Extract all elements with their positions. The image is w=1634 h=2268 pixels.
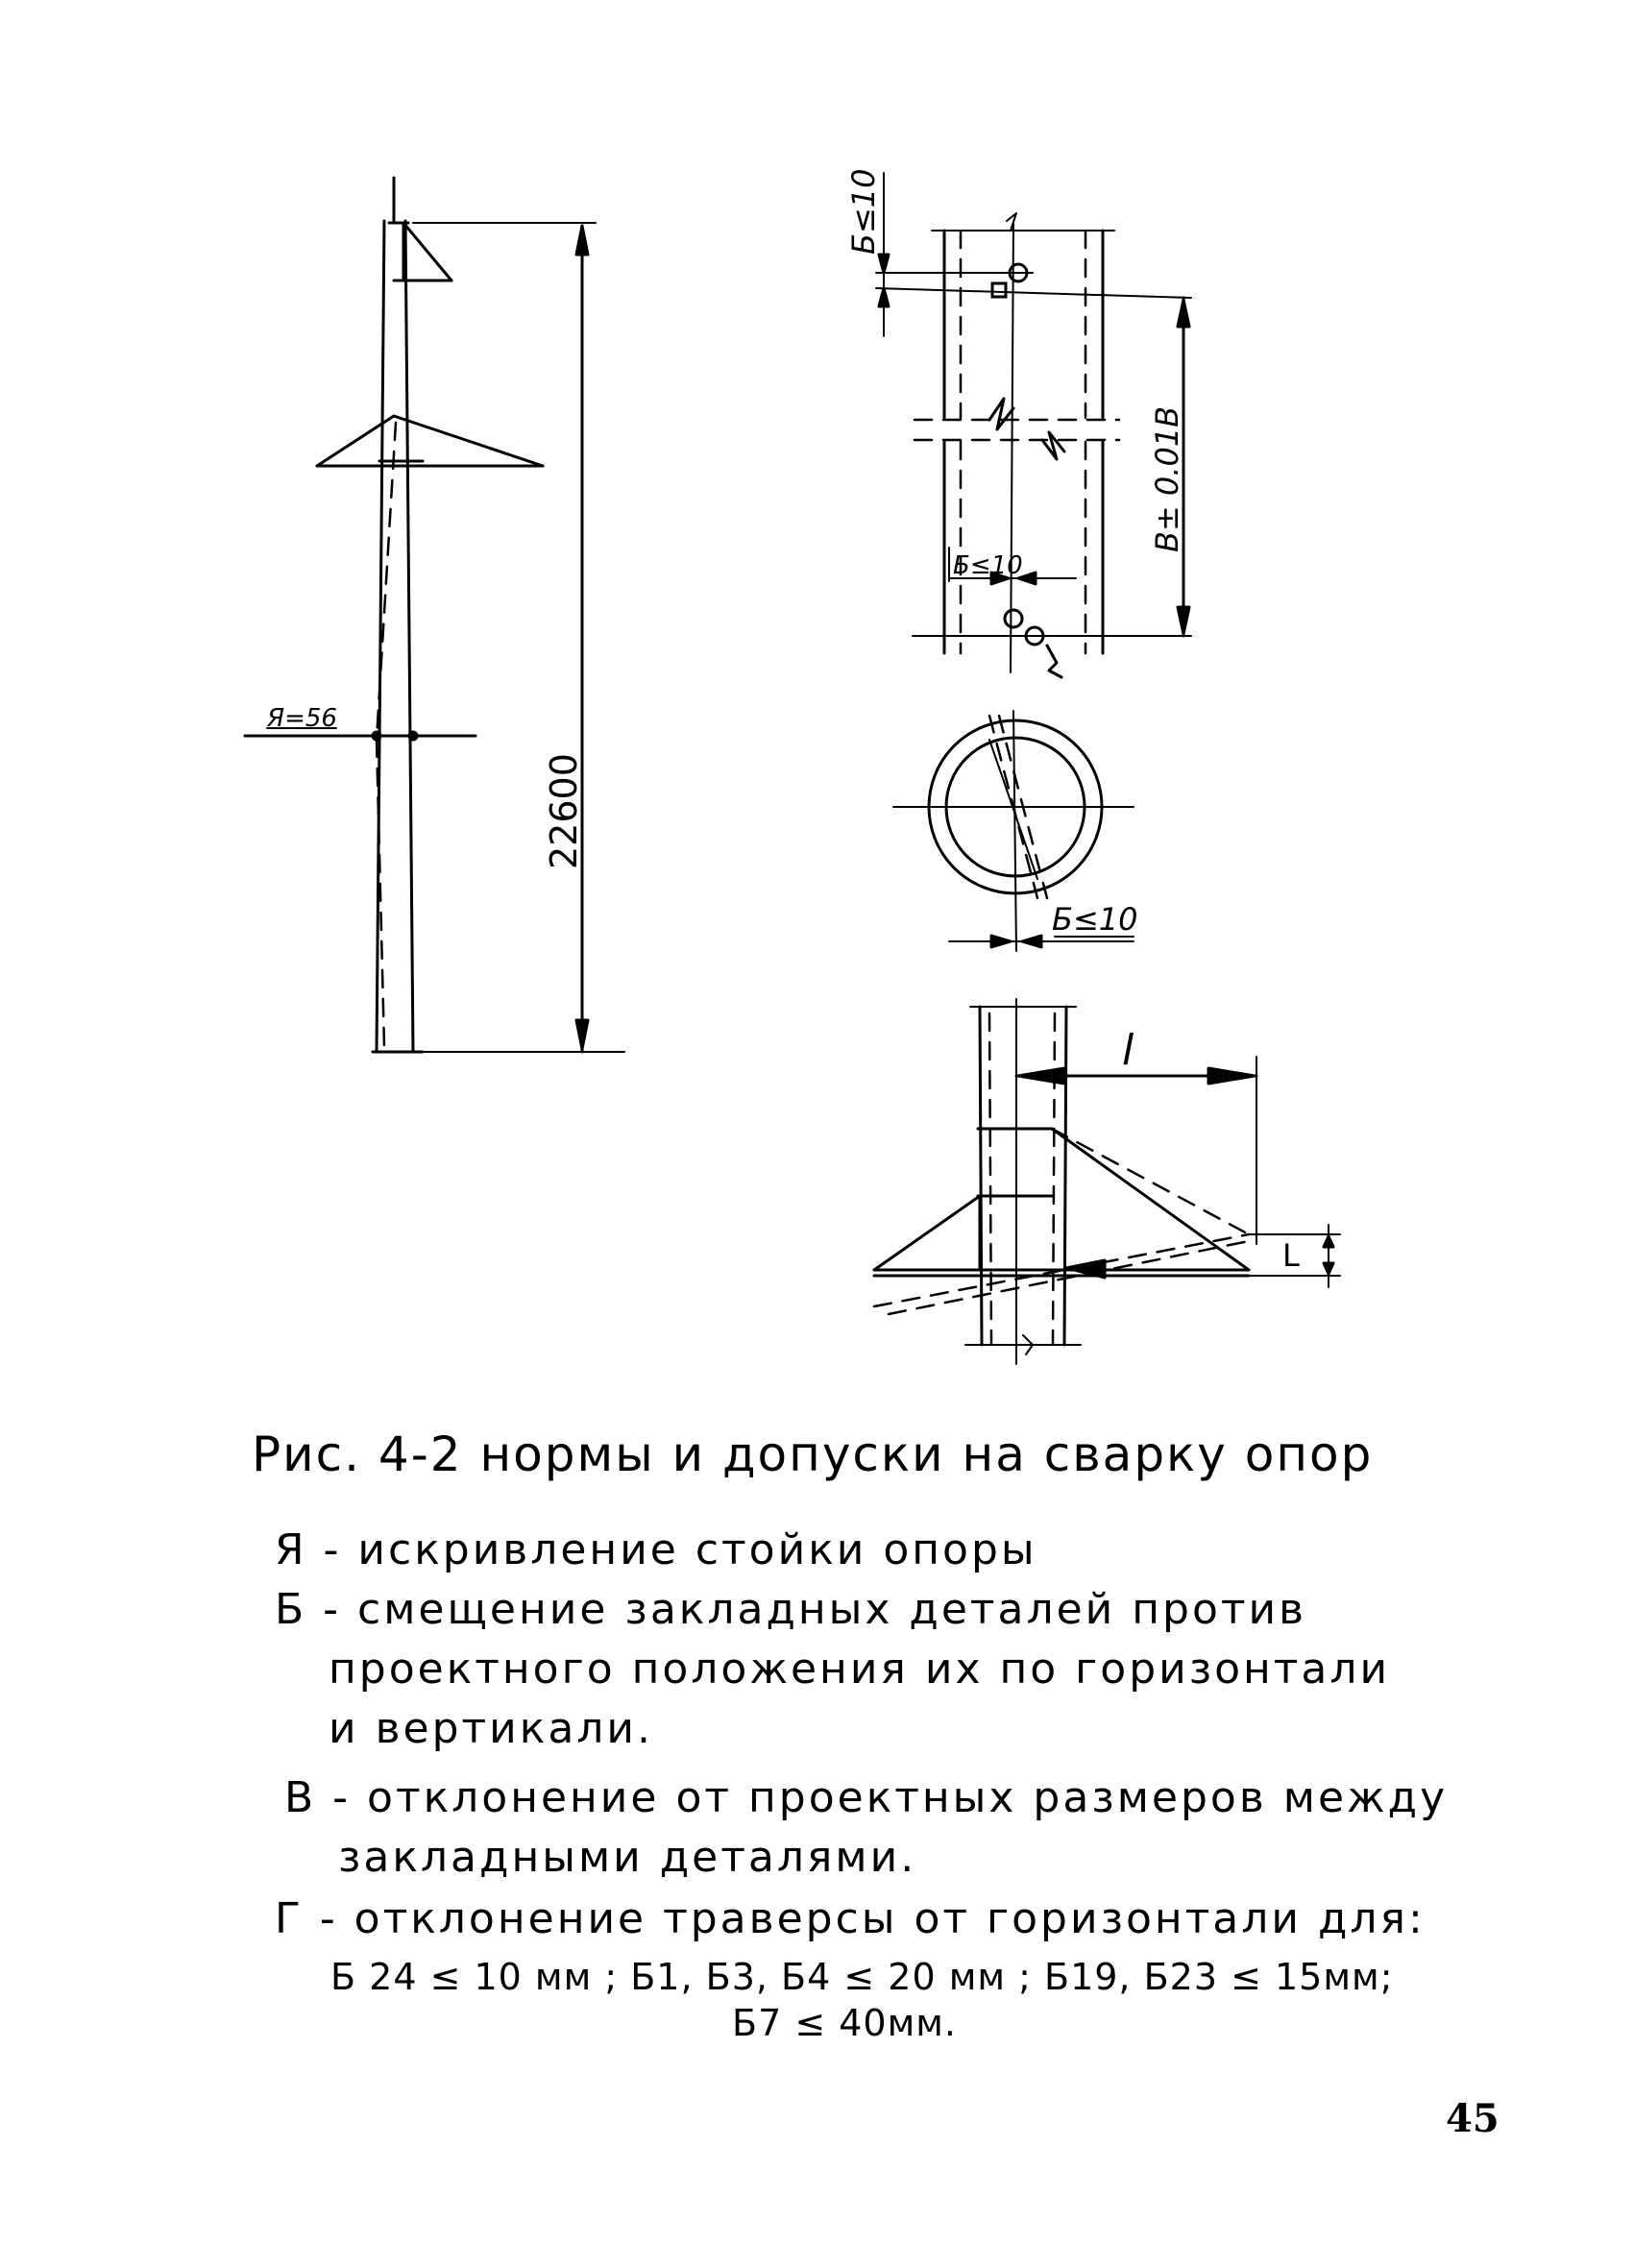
embedded-parts-detail: [845, 169, 1191, 677]
offset-mid-label: Б≤10: [953, 551, 1023, 580]
figure-title: Рис. 4-2 нормы и допуски на сварку опор: [252, 1427, 1374, 1482]
legend-b-line3: и вертикали.: [329, 1704, 653, 1753]
page-number: 45: [1446, 2096, 1500, 2141]
legend-v-line2: закладными деталями.: [338, 1833, 917, 1882]
pole-elevation: [245, 178, 624, 1052]
crossarm-solid: [874, 1196, 980, 1270]
top-crossarm: [403, 223, 451, 280]
length-label: l: [1122, 1026, 1134, 1075]
height-label: 22600: [543, 753, 585, 869]
legend-g-line1: Г - отклонение траверсы от горизонтали для:: [275, 1894, 1426, 1943]
legend-g-line2: Б 24 ≤ 10 мм ; Б1, Б3, Б4 ≤ 20 мм ; Б19, Б23 ≤ 15мм;: [330, 1956, 1394, 1998]
legend-b-line1: Б - смещение закладных деталей против: [275, 1585, 1307, 1634]
curvature-label: Я=56: [267, 704, 337, 733]
legend-g-line3: Б7 ≤ 40мм.: [732, 2002, 958, 2044]
deviation-label: L: [1282, 1237, 1300, 1274]
offset-top-label: Б≤10: [845, 168, 882, 255]
offset-ring-label: Б≤10: [1052, 901, 1138, 938]
legend-v-line1: В - отклонение от проектных размеров между: [284, 1773, 1449, 1822]
pole-right-edge: [405, 221, 413, 1052]
ring-section: [893, 711, 1137, 951]
spacing-label: В± 0.01В: [1149, 405, 1185, 552]
crossarm-deviation: [874, 999, 1340, 1364]
embedded-part-bottom-1: [1005, 610, 1022, 627]
pole-bent-axis: [377, 423, 396, 740]
legend-a: Я - искривление стойки опоры: [275, 1525, 1037, 1574]
main-crossarm: [317, 416, 543, 466]
legend-b-line2: проектного положения их по горизонтали: [329, 1645, 1391, 1694]
